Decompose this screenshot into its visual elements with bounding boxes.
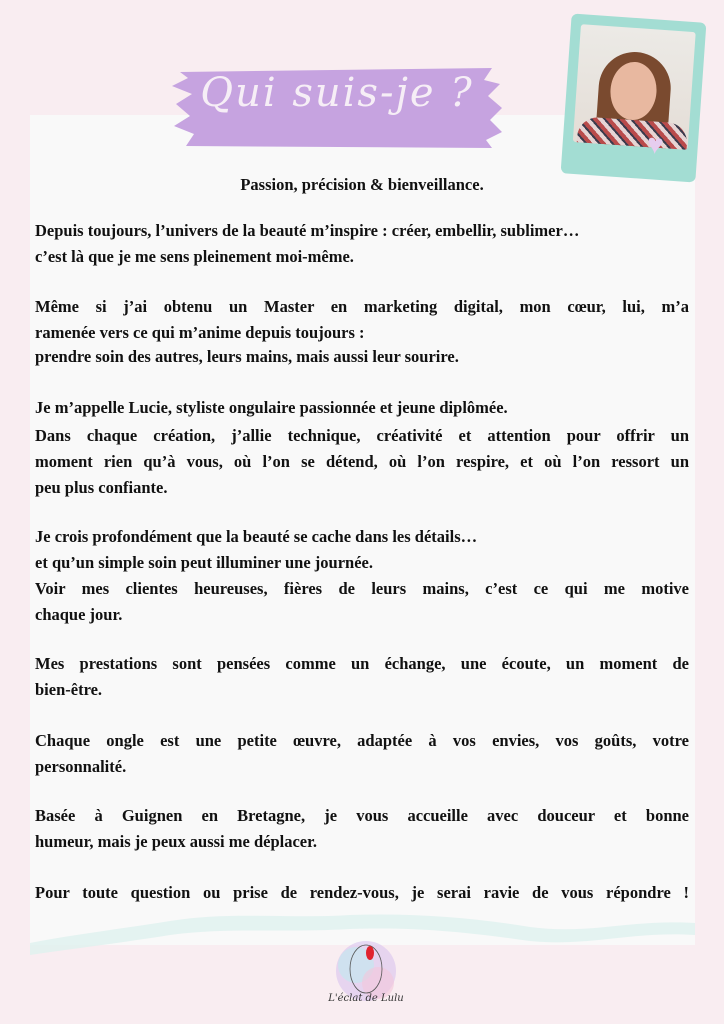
text-line: chaque jour.	[35, 605, 123, 624]
subtitle: Passion, précision & bienveillance.	[240, 175, 484, 194]
text-line: moment rien qu’à vous, où l’on se détend, où l’on respire, et où l’on ressort un	[35, 452, 689, 471]
text-line: peu plus confiante.	[35, 478, 168, 497]
text-line: Même si j’ai obtenu un Master en marketing digital, mon cœur, lui, m’a	[35, 297, 689, 316]
text-line: Mes prestations sont pensées comme un échange, une écoute, un moment de	[35, 654, 689, 673]
text-line: bien-être.	[35, 680, 103, 699]
text-line: Je crois profondément que la beauté se cache dans les détails…	[35, 527, 478, 546]
profile-photo	[573, 24, 696, 150]
heart-icon: ♥	[645, 129, 665, 162]
text-line: prendre soin des autres, leurs mains, mais aussi leur sourire.	[35, 347, 459, 366]
text-line: Depuis toujours, l’univers de la beauté m’inspire : créer, embellir, sublimer…	[35, 221, 580, 240]
text-line: ramenée vers ce qui m’anime depuis toujours :	[35, 323, 365, 342]
text-line: humeur, mais je peux aussi me déplacer.	[35, 832, 318, 851]
text-line: c’est là que je me sens pleinement moi-même.	[35, 247, 354, 266]
text-line: Basée à Guignen en Bretagne, je vous accueille avec douceur et bonne	[35, 806, 689, 825]
text-line: Dans chaque création, j’allie technique, créativité et attention pour offrir un	[35, 426, 689, 445]
text-line: Je m’appelle Lucie, styliste ongulaire passionnée et jeune diplômée.	[35, 398, 508, 417]
text-line: personnalité.	[35, 757, 127, 776]
page-title: Qui suis-je ?	[200, 70, 474, 116]
text-line: Pour toute question ou prise de rendez-vous, je serai ravie de vous répondre !	[35, 883, 689, 902]
text-line: Voir mes clientes heureuses, fières de leurs mains, c’est ce qui me motive	[35, 579, 689, 598]
profile-polaroid	[561, 13, 707, 182]
text-line: Chaque ongle est une petite œuvre, adaptée à vos envies, vos goûts, votre	[35, 731, 689, 750]
text-line: et qu’un simple soin peut illuminer une journée.	[35, 553, 373, 572]
logo-text: L'éclat de Lulu	[328, 993, 404, 1004]
